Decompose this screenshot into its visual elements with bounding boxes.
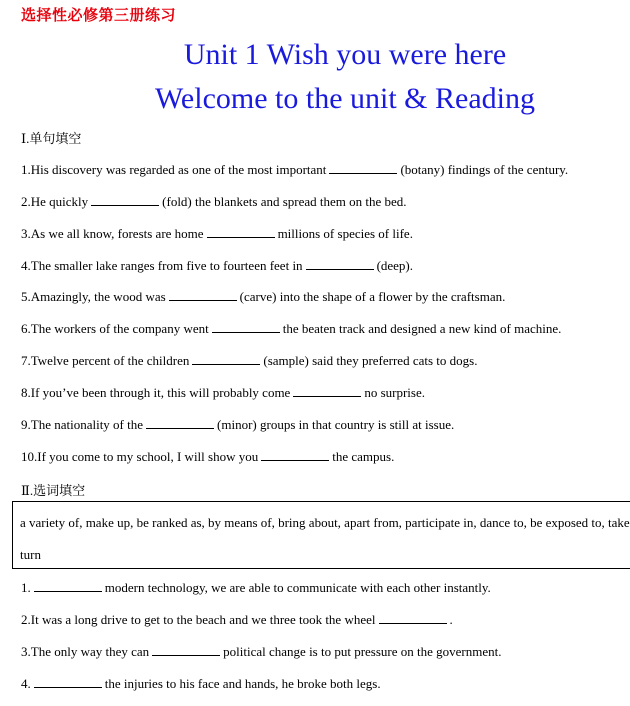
question-7 xyxy=(21,353,477,369)
question-text: modern technology, we are able to communicate with each other instantly. xyxy=(104,580,491,595)
question-6 xyxy=(21,321,561,337)
section-2-heading: Ⅱ.选词填空 xyxy=(21,483,86,498)
question-text: (carve) into the shape of a flower by the craftsman. xyxy=(239,289,506,304)
question-text: 4. xyxy=(21,676,31,691)
answer-blank[interactable] xyxy=(306,258,374,270)
answer-blank[interactable] xyxy=(207,226,275,238)
answer-blank[interactable] xyxy=(379,612,447,624)
question-text: 4.The smaller lake ranges from five to fourteen feet in xyxy=(21,258,303,273)
question-text: (fold) the blankets and spread them on the bed. xyxy=(162,194,407,209)
answer-blank[interactable] xyxy=(34,580,102,592)
question-1 xyxy=(21,162,568,178)
answer-blank[interactable] xyxy=(34,676,102,688)
question-text: 1. xyxy=(21,580,31,595)
question-text: 3.The only way they can xyxy=(21,644,150,659)
question-text: 2.He quickly xyxy=(21,194,89,209)
question-text: 7.Twelve percent of the children xyxy=(21,353,190,368)
question-2 xyxy=(21,194,407,210)
question-3 xyxy=(21,644,502,660)
question-2 xyxy=(21,612,453,628)
question-text: (botany) findings of the century. xyxy=(400,162,569,177)
answer-blank[interactable] xyxy=(91,194,159,206)
answer-blank[interactable] xyxy=(261,449,329,461)
word-bank-box xyxy=(12,501,630,569)
lesson-subtitle: Welcome to the unit & Reading xyxy=(155,82,535,115)
question-1 xyxy=(21,580,491,596)
section-1-heading: Ⅰ.单句填空 xyxy=(21,131,82,146)
answer-blank[interactable] xyxy=(152,644,220,656)
question-text: no surprise. xyxy=(364,385,426,400)
question-text: 2.It was a long drive to get to the beach and we three took the wheel xyxy=(21,612,376,627)
question-text: 5.Amazingly, the wood was xyxy=(21,289,166,304)
question-8 xyxy=(21,385,425,401)
question-text: millions of species of life. xyxy=(277,226,413,241)
answer-blank[interactable] xyxy=(329,162,397,174)
question-text: the beaten track and designed a new kind of machine. xyxy=(282,321,562,336)
answer-blank[interactable] xyxy=(169,289,237,301)
answer-blank[interactable] xyxy=(146,417,214,429)
question-text: 6.The workers of the company went xyxy=(21,321,209,336)
question-text: (deep). xyxy=(376,258,414,273)
answer-blank[interactable] xyxy=(212,321,280,333)
question-3 xyxy=(21,226,413,242)
answer-blank[interactable] xyxy=(192,353,260,365)
answer-blank[interactable] xyxy=(293,385,361,397)
question-text: (minor) groups in that country is still at issue. xyxy=(217,417,455,432)
question-text: the injuries to his face and hands, he broke both legs. xyxy=(104,676,381,691)
question-text: 1.His discovery was regarded as one of the most important xyxy=(21,162,327,177)
question-text: (sample) said they preferred cats to dogs. xyxy=(263,353,478,368)
question-text: . xyxy=(449,612,453,627)
word-bank-line: turn xyxy=(20,547,41,562)
word-bank-line: a variety of, make up, be ranked as, by means of, bring about, apart from, participate in, dance to, be exposed to, take xyxy=(20,515,630,530)
question-10 xyxy=(21,449,394,465)
question-9 xyxy=(21,417,454,433)
question-text: 8.If you’ve been through it, this will probably come xyxy=(21,385,291,400)
question-5 xyxy=(21,289,505,305)
question-text: the campus. xyxy=(332,449,395,464)
question-text: 9.The nationality of the xyxy=(21,417,144,432)
question-text: 10.If you come to my school, I will show you xyxy=(21,449,259,464)
worksheet-header-label: 选择性必修第三册练习 xyxy=(21,6,177,24)
unit-title: Unit 1 Wish you were here xyxy=(183,38,507,71)
question-text: political change is to put pressure on the government. xyxy=(223,644,502,659)
question-4 xyxy=(21,258,413,274)
question-4 xyxy=(21,676,381,692)
question-text: 3.As we all know, forests are home xyxy=(21,226,204,241)
